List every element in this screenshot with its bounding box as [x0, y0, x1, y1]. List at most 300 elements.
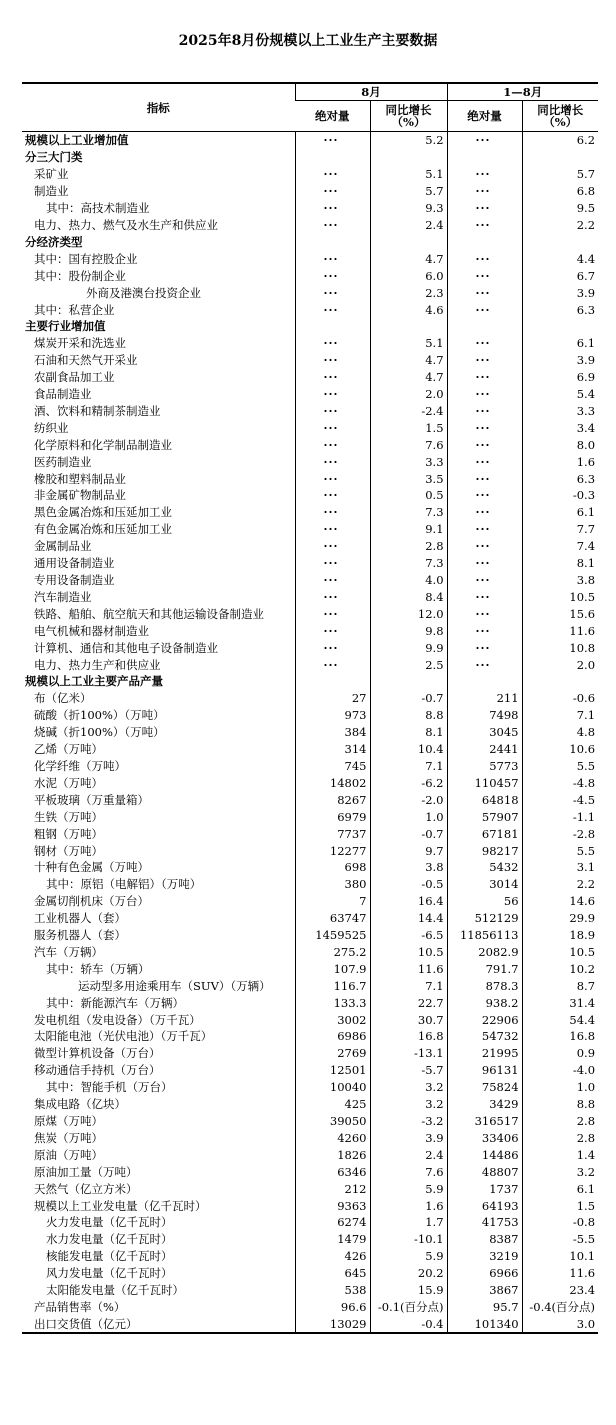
cell-aug-yoy: -0.4	[370, 1315, 447, 1333]
table-row	[22, 927, 598, 944]
cell-ytd-yoy: 5.5	[522, 758, 598, 775]
cell-aug-absolute: 12277	[295, 842, 370, 859]
cell-aug-yoy: 4.7	[370, 250, 447, 267]
cell-aug-absolute: 39050	[295, 1113, 370, 1130]
cell-ytd-absolute: 57907	[447, 808, 522, 825]
cell-aug-absolute: 116.7	[295, 977, 370, 994]
cell-ytd-absolute: ···	[447, 352, 522, 369]
cell-ytd-yoy: 14.6	[522, 893, 598, 910]
cell-ytd-absolute: 56	[447, 893, 522, 910]
cell-aug-absolute: ···	[295, 200, 370, 217]
cell-ytd-absolute	[447, 233, 522, 250]
cell-aug-absolute: 3002	[295, 1011, 370, 1028]
cell-ytd-absolute: 75824	[447, 1079, 522, 1096]
section-row	[22, 318, 598, 335]
row-indicator: 其中：原铝（电解铝）（万吨）	[46, 877, 202, 892]
table-row	[22, 1299, 598, 1316]
row-indicator: 计算机、通信和其他电子设备制造业	[34, 640, 218, 655]
row-indicator: 煤炭开采和洗选业	[34, 336, 126, 351]
row-indicator: 平板玻璃（万重量箱）	[34, 792, 149, 807]
cell-ytd-absolute: ···	[447, 572, 522, 589]
cell-ytd-absolute: ···	[447, 555, 522, 572]
row-indicator: 规模以上工业主要产品产量	[25, 674, 163, 689]
header-ytd-yoy	[522, 101, 598, 132]
cell-aug-yoy: -0.1(百分点)	[370, 1299, 447, 1316]
table-row	[22, 622, 598, 639]
cell-ytd-absolute: ···	[447, 250, 522, 267]
cell-ytd-yoy: 3.1	[522, 859, 598, 876]
cell-aug-yoy: 11.6	[370, 960, 447, 977]
cell-ytd-absolute: 110457	[447, 774, 522, 791]
cell-ytd-absolute: ···	[447, 622, 522, 639]
table-row	[22, 639, 598, 656]
row-indicator: 金属制品业	[34, 539, 92, 554]
cell-aug-yoy: 3.2	[370, 1096, 447, 1113]
cell-ytd-absolute: ···	[447, 386, 522, 403]
cell-aug-absolute: 1826	[295, 1146, 370, 1163]
table-row	[22, 436, 598, 453]
cell-aug-yoy: 4.6	[370, 301, 447, 318]
table-row	[22, 1315, 598, 1333]
row-indicator: 乙烯（万吨）	[34, 742, 103, 757]
cell-aug-absolute	[295, 318, 370, 335]
cell-aug-absolute: ···	[295, 538, 370, 555]
cell-aug-absolute: 425	[295, 1096, 370, 1113]
cell-ytd-absolute: 1737	[447, 1180, 522, 1197]
table-row	[22, 369, 598, 386]
cell-aug-absolute: 538	[295, 1282, 370, 1299]
row-indicator: 天然气（亿立方米）	[34, 1181, 138, 1196]
cell-aug-absolute: ···	[295, 504, 370, 521]
cell-aug-yoy: 3.5	[370, 470, 447, 487]
row-indicator: 太阳能发电量（亿千瓦时）	[46, 1283, 184, 1298]
cell-ytd-yoy: -4.5	[522, 791, 598, 808]
cell-ytd-yoy: 3.3	[522, 403, 598, 420]
row-indicator: 原油加工量（万吨）	[34, 1164, 138, 1179]
row-indicator: 焦炭（万吨）	[34, 1130, 103, 1145]
cell-ytd-yoy: 3.9	[522, 284, 598, 301]
cell-aug-absolute: 133.3	[295, 994, 370, 1011]
cell-aug-yoy: -2.4	[370, 403, 447, 420]
section-row	[22, 233, 598, 250]
row-indicator: 水泥（万吨）	[34, 775, 103, 790]
row-indicator: 汽车（万辆）	[34, 944, 103, 959]
header-yoy-unit: （%）	[543, 115, 578, 129]
cell-ytd-yoy	[522, 673, 598, 690]
cell-ytd-absolute: ···	[447, 419, 522, 436]
cell-ytd-yoy: 6.2	[522, 132, 598, 149]
cell-ytd-absolute: 54732	[447, 1028, 522, 1045]
row-indicator: 粗钢（万吨）	[34, 826, 103, 841]
cell-ytd-yoy: 9.5	[522, 200, 598, 217]
cell-ytd-yoy: 0.9	[522, 1045, 598, 1062]
cell-ytd-yoy: 6.7	[522, 267, 598, 284]
row-indicator: 布（亿米）	[34, 691, 92, 706]
cell-ytd-absolute: 8387	[447, 1231, 522, 1248]
row-indicator: 有色金属冶炼和压延加工业	[34, 522, 172, 537]
cell-ytd-yoy: 2.8	[522, 1113, 598, 1130]
page-title: 2025年8月份规模以上工业生产主要数据	[178, 33, 438, 49]
cell-ytd-absolute	[447, 318, 522, 335]
cell-aug-yoy: 3.2	[370, 1079, 447, 1096]
row-indicator: 金属切削机床（万台）	[34, 894, 149, 909]
table-row	[22, 656, 598, 673]
table-row	[22, 1248, 598, 1265]
table-row	[22, 267, 598, 284]
table-row	[22, 774, 598, 791]
cell-ytd-yoy	[522, 149, 598, 166]
cell-ytd-absolute: ···	[447, 487, 522, 504]
row-indicator: 微型计算机设备（万台）	[34, 1046, 161, 1061]
cell-ytd-absolute	[447, 149, 522, 166]
cell-aug-yoy: 1.0	[370, 808, 447, 825]
cell-aug-absolute: 745	[295, 758, 370, 775]
table-row	[22, 893, 598, 910]
cell-aug-yoy: 1.6	[370, 1197, 447, 1214]
row-indicator: 纺织业	[34, 420, 69, 435]
cell-ytd-absolute: ···	[447, 470, 522, 487]
cell-aug-absolute	[295, 233, 370, 250]
row-indicator: 烧碱（折100%）（万吨）	[34, 725, 165, 740]
cell-aug-absolute: ···	[295, 335, 370, 352]
cell-ytd-absolute: 5773	[447, 758, 522, 775]
cell-ytd-absolute: ···	[447, 267, 522, 284]
cell-ytd-absolute: 98217	[447, 842, 522, 859]
table-row	[22, 842, 598, 859]
cell-aug-absolute: 6986	[295, 1028, 370, 1045]
cell-ytd-absolute: ···	[447, 504, 522, 521]
cell-ytd-absolute: 512129	[447, 910, 522, 927]
header-august: 8月	[295, 83, 447, 101]
row-indicator: 食品制造业	[34, 387, 92, 402]
table-row	[22, 910, 598, 927]
cell-ytd-absolute: 3014	[447, 876, 522, 893]
cell-aug-absolute: 14802	[295, 774, 370, 791]
cell-ytd-yoy: 6.3	[522, 470, 598, 487]
row-indicator: 电气机械和器材制造业	[34, 623, 149, 638]
table-row	[22, 352, 598, 369]
cell-ytd-yoy: 8.8	[522, 1096, 598, 1113]
cell-aug-absolute: 212	[295, 1180, 370, 1197]
row-indicator: 太阳能电池（光伏电池）（万千瓦）	[34, 1029, 213, 1044]
cell-ytd-absolute: 11856113	[447, 927, 522, 944]
cell-aug-yoy: 2.5	[370, 656, 447, 673]
cell-aug-yoy: 2.0	[370, 386, 447, 403]
cell-aug-yoy: -2.0	[370, 791, 447, 808]
cell-ytd-yoy: 2.8	[522, 1129, 598, 1146]
cell-aug-yoy: 2.3	[370, 284, 447, 301]
cell-ytd-yoy: 8.0	[522, 436, 598, 453]
row-indicator: 橡胶和塑料制品业	[34, 471, 126, 486]
table-row	[22, 1197, 598, 1214]
data-table	[22, 82, 598, 1334]
cell-aug-absolute: ···	[295, 572, 370, 589]
cell-aug-yoy: 4.7	[370, 369, 447, 386]
row-indicator: 汽车制造业	[34, 589, 92, 604]
row-indicator: 十种有色金属（万吨）	[34, 860, 149, 875]
cell-aug-yoy	[370, 233, 447, 250]
cell-aug-absolute: ···	[295, 622, 370, 639]
cell-aug-yoy: 16.8	[370, 1028, 447, 1045]
cell-aug-yoy: -6.5	[370, 927, 447, 944]
cell-ytd-absolute: 41753	[447, 1214, 522, 1231]
table-row	[22, 1214, 598, 1231]
cell-ytd-absolute: ···	[447, 605, 522, 622]
table-row	[22, 707, 598, 724]
table-body	[22, 132, 598, 1334]
table-row	[22, 741, 598, 758]
cell-aug-yoy: 7.6	[370, 436, 447, 453]
cell-aug-absolute: ···	[295, 470, 370, 487]
cell-ytd-absolute: ···	[447, 335, 522, 352]
cell-ytd-yoy: 3.4	[522, 419, 598, 436]
cell-aug-absolute: ···	[295, 419, 370, 436]
header-yoy-label: 同比增长	[385, 103, 432, 117]
cell-ytd-absolute: 67181	[447, 825, 522, 842]
table-row	[22, 1146, 598, 1163]
cell-ytd-absolute: ···	[447, 284, 522, 301]
cell-ytd-yoy: 6.3	[522, 301, 598, 318]
cell-aug-yoy: 14.4	[370, 910, 447, 927]
table-row	[22, 419, 598, 436]
cell-aug-absolute: ···	[295, 369, 370, 386]
cell-aug-yoy: 8.8	[370, 707, 447, 724]
cell-ytd-absolute: ···	[447, 217, 522, 234]
row-indicator: 酒、饮料和精制茶制造业	[34, 403, 161, 418]
cell-ytd-absolute: 33406	[447, 1129, 522, 1146]
cell-aug-absolute: 426	[295, 1248, 370, 1265]
cell-ytd-yoy: 10.1	[522, 1248, 598, 1265]
header-yoy-unit: （%）	[391, 115, 426, 129]
cell-ytd-yoy	[522, 318, 598, 335]
cell-aug-yoy: 9.7	[370, 842, 447, 859]
row-indicator: 水力发电量（亿千瓦时）	[46, 1232, 173, 1247]
row-indicator: 原油（万吨）	[34, 1147, 103, 1162]
cell-ytd-absolute: ···	[447, 183, 522, 200]
header-ytd-absolute: 绝对量	[447, 101, 522, 132]
cell-aug-absolute: ···	[295, 267, 370, 284]
cell-ytd-absolute: 21995	[447, 1045, 522, 1062]
table-row	[22, 166, 598, 183]
table-row	[22, 1028, 598, 1045]
cell-aug-absolute: 10040	[295, 1079, 370, 1096]
cell-ytd-yoy: 8.7	[522, 977, 598, 994]
cell-ytd-absolute: 3219	[447, 1248, 522, 1265]
cell-ytd-yoy: 11.6	[522, 1265, 598, 1282]
table-row	[22, 994, 598, 1011]
cell-ytd-yoy: 16.8	[522, 1028, 598, 1045]
row-indicator: 铁路、船舶、航空航天和其他运输设备制造业	[34, 606, 264, 621]
cell-aug-absolute: ···	[295, 166, 370, 183]
cell-aug-absolute: 6979	[295, 808, 370, 825]
cell-ytd-absolute: ···	[447, 656, 522, 673]
cell-aug-absolute: ···	[295, 487, 370, 504]
cell-aug-yoy: 5.1	[370, 335, 447, 352]
cell-ytd-yoy: 6.8	[522, 183, 598, 200]
table-row	[22, 1180, 598, 1197]
cell-aug-yoy: 10.5	[370, 944, 447, 961]
cell-aug-yoy	[370, 673, 447, 690]
cell-aug-yoy	[370, 318, 447, 335]
cell-aug-absolute	[295, 149, 370, 166]
cell-aug-yoy: -5.7	[370, 1062, 447, 1079]
table-row	[22, 1129, 598, 1146]
row-indicator: 其中：股份制企业	[34, 268, 126, 283]
cell-aug-yoy: -0.7	[370, 825, 447, 842]
table-row	[22, 1062, 598, 1079]
cell-ytd-absolute: 95.7	[447, 1299, 522, 1316]
table-row	[22, 588, 598, 605]
table-row	[22, 724, 598, 741]
cell-ytd-absolute: 48807	[447, 1163, 522, 1180]
table-row	[22, 403, 598, 420]
cell-aug-yoy: 5.7	[370, 183, 447, 200]
cell-aug-absolute: 27	[295, 690, 370, 707]
table-row	[22, 1096, 598, 1113]
cell-aug-absolute: ···	[295, 284, 370, 301]
cell-aug-yoy: 3.8	[370, 859, 447, 876]
cell-ytd-yoy: 15.6	[522, 605, 598, 622]
table-row	[22, 555, 598, 572]
cell-ytd-yoy: -0.6	[522, 690, 598, 707]
cell-ytd-yoy: 31.4	[522, 994, 598, 1011]
cell-aug-yoy: 4.7	[370, 352, 447, 369]
cell-ytd-absolute: ···	[447, 588, 522, 605]
cell-ytd-yoy: 3.0	[522, 1315, 598, 1333]
cell-ytd-absolute: ···	[447, 301, 522, 318]
cell-ytd-yoy: 7.1	[522, 707, 598, 724]
cell-ytd-absolute: ···	[447, 436, 522, 453]
cell-aug-yoy: -0.5	[370, 876, 447, 893]
cell-aug-yoy: 8.1	[370, 724, 447, 741]
cell-aug-yoy: 5.1	[370, 166, 447, 183]
cell-ytd-absolute: 211	[447, 690, 522, 707]
cell-aug-absolute: ···	[295, 639, 370, 656]
cell-aug-absolute: 7737	[295, 825, 370, 842]
cell-ytd-yoy: -4.8	[522, 774, 598, 791]
table-row	[22, 487, 598, 504]
cell-ytd-absolute: ···	[447, 369, 522, 386]
cell-ytd-yoy: 2.0	[522, 656, 598, 673]
row-indicator: 其中：新能源汽车（万辆）	[46, 995, 184, 1010]
cell-ytd-yoy: -0.4(百分点)	[522, 1299, 598, 1316]
cell-aug-yoy: 15.9	[370, 1282, 447, 1299]
row-indicator: 规模以上工业发电量（亿千瓦时）	[34, 1198, 207, 1213]
cell-aug-absolute: 314	[295, 741, 370, 758]
cell-ytd-yoy: 2.2	[522, 217, 598, 234]
table-row	[22, 470, 598, 487]
cell-aug-absolute: 96.6	[295, 1299, 370, 1316]
cell-ytd-absolute: 101340	[447, 1315, 522, 1333]
cell-ytd-yoy: 6.9	[522, 369, 598, 386]
table-row	[22, 1231, 598, 1248]
cell-ytd-absolute: 938.2	[447, 994, 522, 1011]
cell-ytd-absolute: 3045	[447, 724, 522, 741]
table-row	[22, 301, 598, 318]
cell-aug-yoy: 1.7	[370, 1214, 447, 1231]
cell-aug-absolute: ···	[295, 301, 370, 318]
cell-aug-absolute: 645	[295, 1265, 370, 1282]
row-indicator: 其中：高技术制造业	[46, 201, 150, 216]
cell-aug-yoy: -10.1	[370, 1231, 447, 1248]
cell-aug-yoy: 0.5	[370, 487, 447, 504]
cell-aug-yoy: 9.8	[370, 622, 447, 639]
cell-ytd-absolute: ···	[447, 639, 522, 656]
table-row	[22, 284, 598, 301]
row-indicator: 规模以上工业增加值	[25, 133, 129, 148]
cell-ytd-absolute: ···	[447, 132, 522, 149]
table-row	[22, 453, 598, 470]
cell-aug-absolute: 973	[295, 707, 370, 724]
cell-aug-absolute: ···	[295, 588, 370, 605]
cell-ytd-yoy: -0.8	[522, 1214, 598, 1231]
cell-ytd-yoy: 4.4	[522, 250, 598, 267]
cell-ytd-absolute: 6966	[447, 1265, 522, 1282]
row-indicator: 医药制造业	[34, 454, 92, 469]
table-row	[22, 217, 598, 234]
cell-ytd-absolute: 791.7	[447, 960, 522, 977]
cell-ytd-yoy: 5.5	[522, 842, 598, 859]
cell-ytd-yoy: 6.1	[522, 335, 598, 352]
row-indicator: 发电机组（发电设备）（万千瓦）	[34, 1012, 201, 1027]
row-indicator: 风力发电量（亿千瓦时）	[46, 1266, 173, 1281]
header-aug-absolute: 绝对量	[295, 101, 370, 132]
cell-aug-yoy: -6.2	[370, 774, 447, 791]
table-row	[22, 250, 598, 267]
row-indicator: 钢材（万吨）	[34, 843, 103, 858]
cell-aug-yoy: 5.2	[370, 132, 447, 149]
header-jan-aug: 1—8月	[447, 83, 598, 101]
table-row	[22, 791, 598, 808]
cell-ytd-yoy: 11.6	[522, 622, 598, 639]
cell-ytd-yoy: 23.4	[522, 1282, 598, 1299]
row-indicator: 农副食品加工业	[34, 370, 115, 385]
cell-aug-yoy: 1.5	[370, 419, 447, 436]
cell-ytd-absolute: ···	[447, 521, 522, 538]
row-indicator: 生铁（万吨）	[34, 809, 103, 824]
cell-ytd-absolute: 64818	[447, 791, 522, 808]
table-row	[22, 758, 598, 775]
table-row	[22, 1163, 598, 1180]
row-indicator: 核能发电量（亿千瓦时）	[46, 1249, 173, 1264]
cell-ytd-yoy: -1.1	[522, 808, 598, 825]
row-indicator: 火力发电量（亿千瓦时）	[46, 1215, 173, 1230]
cell-aug-yoy: 7.1	[370, 977, 447, 994]
row-indicator: 分三大门类	[25, 150, 83, 165]
cell-ytd-yoy: 6.1	[522, 504, 598, 521]
cell-ytd-yoy: 1.0	[522, 1079, 598, 1096]
cell-aug-absolute: ···	[295, 555, 370, 572]
cell-ytd-yoy: 29.9	[522, 910, 598, 927]
row-indicator: 其中：轿车（万辆）	[46, 961, 150, 976]
cell-aug-yoy: 7.3	[370, 504, 447, 521]
table-row	[22, 825, 598, 842]
cell-ytd-yoy: 18.9	[522, 927, 598, 944]
cell-ytd-absolute: ···	[447, 453, 522, 470]
row-indicator: 非金属矿物制品业	[34, 488, 126, 503]
table-row	[22, 1079, 598, 1096]
cell-ytd-absolute: ···	[447, 538, 522, 555]
cell-ytd-yoy: 6.1	[522, 1180, 598, 1197]
row-indicator: 电力、热力、燃气及水生产和供应业	[34, 217, 218, 232]
cell-aug-yoy: 5.9	[370, 1180, 447, 1197]
table-row	[22, 977, 598, 994]
cell-aug-yoy: 9.1	[370, 521, 447, 538]
table-row	[22, 572, 598, 589]
cell-ytd-yoy: 54.4	[522, 1011, 598, 1028]
cell-aug-yoy	[370, 149, 447, 166]
row-indicator: 其中：国有控股企业	[34, 251, 138, 266]
